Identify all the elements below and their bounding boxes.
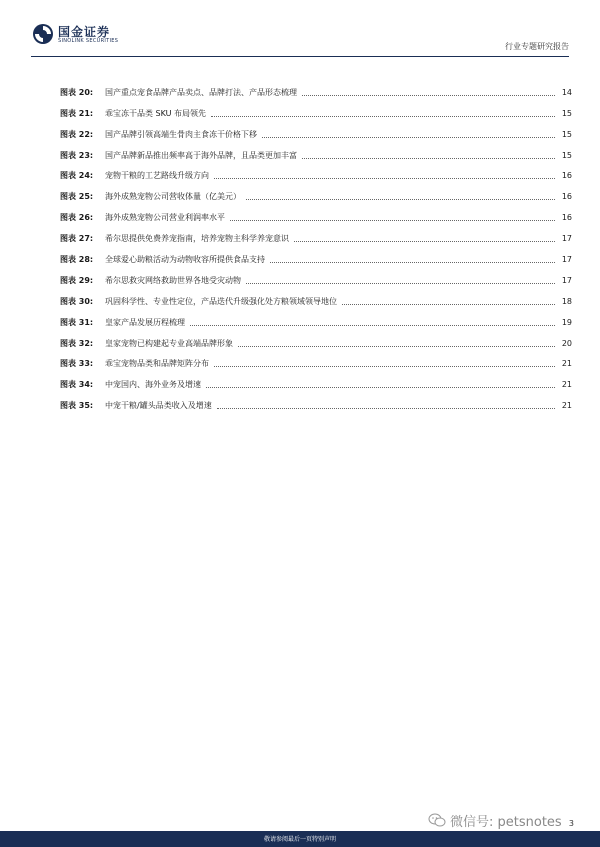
toc-entry-page: 18: [561, 296, 572, 306]
toc-entry-title: 皇家产品发展历程梳理: [105, 317, 185, 327]
company-name-cn: 国金证券: [58, 25, 111, 39]
toc-entry-label: 图表 28:: [60, 255, 94, 265]
toc-leader-dots: [294, 241, 555, 242]
toc-entry-title: 全球爱心助粮活动为动物收容所提供食品支持: [105, 255, 265, 265]
toc-entry[interactable]: [60, 181, 572, 202]
toc-entry-title: 国产重点宠食品牌产品卖点、品牌打法、产品形态梳理: [105, 87, 297, 97]
toc-leader-dots: [211, 116, 555, 117]
toc-entry-label: 图表 35:: [60, 401, 94, 411]
toc-entry[interactable]: [60, 202, 572, 223]
toc-entry[interactable]: [60, 286, 572, 307]
toc-entry-title: 希尔思救灾网络救助世界各地受灾动物: [105, 275, 241, 285]
toc-leader-dots: [246, 283, 555, 284]
toc-entry-page: 15: [561, 129, 572, 139]
toc-entry-page: 17: [561, 255, 572, 265]
footer-bar: [0, 831, 600, 847]
toc-entry-label: 图表 27:: [60, 234, 94, 244]
toc-leader-dots: [217, 408, 555, 409]
toc-entry-title: 中宠干粮/罐头品类收入及增速: [105, 401, 212, 411]
toc-entry-label: 图表 34:: [60, 380, 94, 390]
toc-entry-title: 中宠国内、海外业务及增速: [105, 380, 201, 390]
toc-leader-dots: [270, 262, 555, 263]
toc-entry-page: 21: [561, 359, 572, 369]
toc-leader-dots: [214, 178, 555, 179]
toc-entry-label: 图表 24:: [60, 171, 94, 181]
toc-entry[interactable]: [60, 369, 572, 390]
toc-entry-title: 巩固科学性、专业性定位，产品迭代升级强化处方粮领域领导地位: [105, 296, 337, 306]
report-type: 行业专题研究报告: [505, 42, 569, 51]
toc-entry-title: 海外成熟宠物公司营业利润率水平: [105, 213, 225, 223]
toc-entry[interactable]: [60, 140, 572, 161]
toc-entry[interactable]: [60, 265, 572, 286]
toc-entry-label: 图表 29:: [60, 275, 94, 285]
toc-leader-dots: [262, 137, 555, 138]
toc-entry-title: 宠物干粮的工艺路线升级方向: [105, 171, 209, 181]
toc-entry[interactable]: [60, 119, 572, 140]
toc-entry[interactable]: [60, 328, 572, 349]
toc-entry-page: 15: [561, 108, 572, 118]
sinolink-logo-icon: [32, 23, 54, 45]
toc-entry[interactable]: [60, 244, 572, 265]
toc-entry[interactable]: [60, 98, 572, 119]
company-name-en: SINOLINK SECURITIES: [58, 38, 119, 44]
toc-leader-dots: [302, 95, 555, 96]
page-number: 3: [568, 819, 574, 828]
toc-leader-dots: [302, 158, 555, 159]
wechat-watermark: [428, 812, 562, 828]
toc-entry[interactable]: [60, 77, 572, 98]
toc-entry-page: 20: [561, 338, 572, 348]
toc-entry-page: 16: [561, 171, 572, 181]
toc-entry-title: 国产品牌新品推出频率高于海外品牌，且品类更加丰富: [105, 150, 297, 160]
table-of-figures: [60, 77, 572, 411]
header-divider: [31, 56, 569, 57]
toc-entry[interactable]: [60, 223, 572, 244]
toc-leader-dots: [342, 304, 555, 305]
toc-entry-page: 17: [561, 234, 572, 244]
toc-entry-page: 21: [561, 380, 572, 390]
toc-entry-title: 乖宝宠物品类和品牌矩阵分布: [105, 359, 209, 369]
toc-entry-label: 图表 25:: [60, 192, 94, 202]
wechat-id: 微信号: petsnotes: [450, 814, 562, 830]
footer-disclaimer: 敬请参阅最后一页特别声明: [263, 836, 336, 843]
toc-entry-label: 图表 32:: [60, 338, 94, 348]
toc-entry-page: 19: [561, 317, 572, 327]
toc-leader-dots: [230, 220, 555, 221]
toc-entry-label: 图表 20:: [60, 87, 94, 97]
toc-entry-label: 图表 21:: [60, 108, 94, 118]
toc-entry[interactable]: [60, 161, 572, 182]
toc-entry-label: 图表 31:: [60, 317, 94, 327]
toc-entry-page: 15: [561, 150, 572, 160]
toc-entry-label: 图表 26:: [60, 213, 94, 223]
toc-entry-title: 乖宝冻干品类 SKU 布局领先: [105, 108, 207, 118]
toc-entry-page: 16: [561, 213, 572, 223]
toc-entry-page: 16: [561, 192, 572, 202]
toc-entry-title: 国产品牌引领高端生骨肉主食冻干价格下移: [105, 129, 257, 139]
toc-entry[interactable]: [60, 390, 572, 411]
company-logo: [32, 22, 142, 48]
toc-entry-title: 皇家宠物已构建起专业高端品牌形象: [105, 338, 233, 348]
toc-entry-label: 图表 23:: [60, 150, 94, 160]
toc-entry-label: 图表 22:: [60, 129, 94, 139]
toc-leader-dots: [206, 387, 555, 388]
toc-entry-page: 14: [561, 87, 572, 97]
wechat-icon: [428, 813, 446, 827]
toc-leader-dots: [238, 346, 555, 347]
toc-leader-dots: [214, 366, 555, 367]
toc-entry-page: 17: [561, 275, 572, 285]
toc-entry-title: 海外成熟宠物公司营收体量（亿美元）: [105, 192, 241, 202]
toc-entry-page: 21: [561, 401, 572, 411]
toc-entry-label: 图表 30:: [60, 296, 94, 306]
toc-entry[interactable]: [60, 349, 572, 370]
toc-entry-title: 希尔思提供免费养宠指南，培养宠物主科学养宠意识: [105, 234, 289, 244]
toc-entry[interactable]: [60, 307, 572, 328]
toc-leader-dots: [190, 325, 555, 326]
toc-leader-dots: [246, 199, 555, 200]
toc-entry-label: 图表 33:: [60, 359, 94, 369]
